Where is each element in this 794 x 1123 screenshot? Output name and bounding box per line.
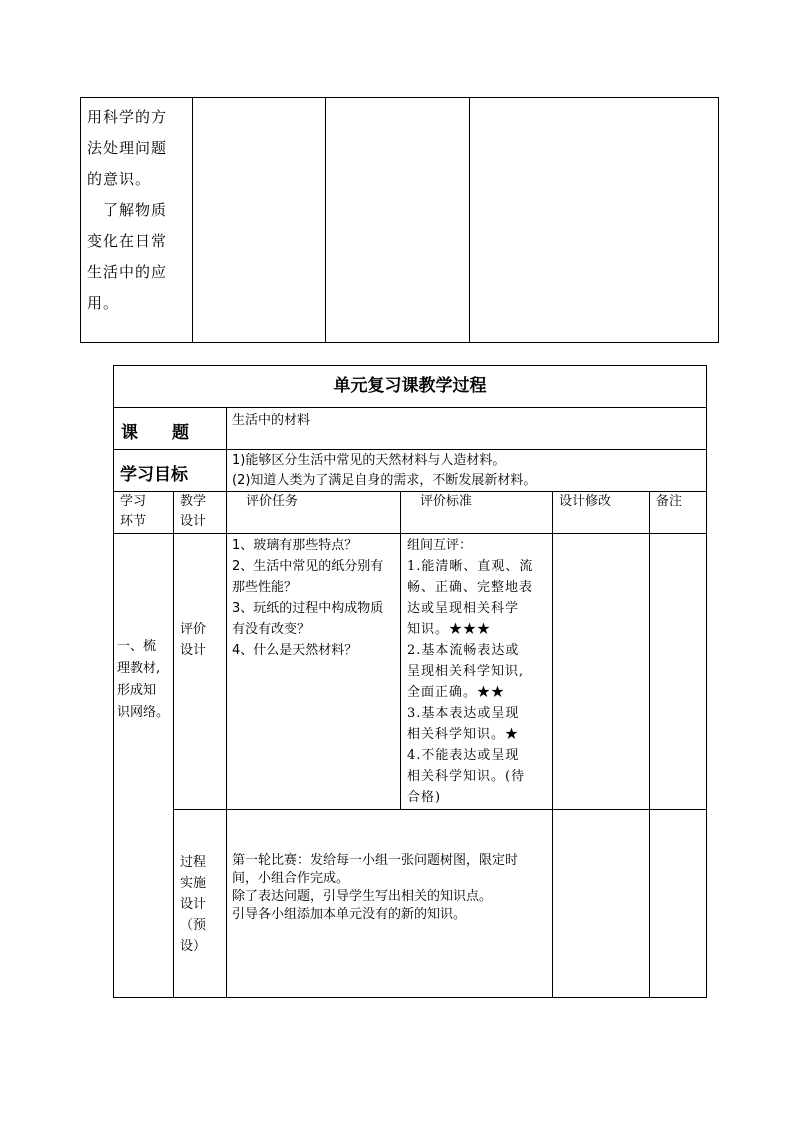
header-note: 备注 xyxy=(656,494,683,509)
main-table-col-line xyxy=(226,491,227,998)
main-table-row-line xyxy=(113,407,707,408)
standard-line: 知识。★★★ xyxy=(407,622,492,637)
main-table-col-line xyxy=(173,491,174,998)
process-label-text: （预 xyxy=(180,918,207,933)
section-1-label xyxy=(117,636,169,724)
top-table-border-right xyxy=(718,97,719,343)
process-label xyxy=(180,852,206,957)
top-table-divider-3 xyxy=(469,97,470,343)
text-line: 了解物质 xyxy=(87,201,168,219)
task-line: 那些性能？ xyxy=(232,580,298,595)
section-text: 一、梳 xyxy=(117,639,157,654)
header-text: 教学 xyxy=(180,494,207,509)
top-table-border-bottom xyxy=(80,342,719,343)
main-table-row-line xyxy=(113,449,707,450)
standard-line: 全面正确。★★ xyxy=(407,685,506,700)
process-content xyxy=(232,852,518,924)
main-table-col-line xyxy=(552,491,553,998)
standard-line: 相关科学知识。(待 xyxy=(407,769,526,784)
header-text: 设计 xyxy=(180,514,207,529)
main-table-col-line xyxy=(226,407,227,491)
standard-line: 3.基本表达或呈现 xyxy=(407,706,520,721)
text-line: 用科学的方 xyxy=(87,108,168,126)
standard-line: 达或呈现相关科学 xyxy=(407,601,520,616)
process-label-text: 过程 xyxy=(180,855,207,870)
header-design xyxy=(180,492,206,532)
task-line: 2、生活中常见的纸分别有 xyxy=(232,559,384,574)
standard-line: 2.基本流畅表达或 xyxy=(407,643,520,658)
process-line: 第一轮比赛：发给每一小组一张问题树图，限定时 xyxy=(232,853,519,868)
process-label-text: 实施 xyxy=(180,876,207,891)
section-text: 理教材, xyxy=(117,661,161,676)
main-table-border-right xyxy=(706,365,707,998)
task-line: 1、玻璃有那些特点？ xyxy=(232,538,358,553)
topic-label: 课 题 xyxy=(121,423,189,443)
task-line: 有没有改变？ xyxy=(232,622,311,637)
text-line: 变化在日常 xyxy=(87,232,168,250)
standard-line: 相关科学知识。★ xyxy=(407,727,520,742)
eval-tasks xyxy=(232,535,383,661)
process-label-text: 设） xyxy=(180,939,207,954)
header-section xyxy=(120,492,146,532)
eval-design-label xyxy=(180,619,206,661)
header-modify: 设计修改 xyxy=(559,494,612,509)
standard-line: 合格) xyxy=(407,790,442,805)
main-table-border-bottom xyxy=(113,997,707,998)
eval-standards xyxy=(407,535,533,808)
header-task: 评价任务 xyxy=(246,494,299,509)
header-text: 学习 xyxy=(120,494,147,509)
text-line: 生活中的应 xyxy=(87,263,168,281)
table-title: 单元复习课教学过程 xyxy=(333,376,487,396)
top-table-col1-text xyxy=(87,102,187,319)
top-table-divider-1 xyxy=(192,97,193,343)
eval-text: 评价 xyxy=(180,622,207,637)
process-line: 引导各小组添加本单元没有的新的知识。 xyxy=(232,907,467,922)
goal-label: 学习目标 xyxy=(120,465,188,485)
task-line: 3、玩纸的过程中构成物质 xyxy=(232,601,384,616)
header-standard: 评价标准 xyxy=(420,494,473,509)
top-table-divider-2 xyxy=(325,97,326,343)
main-table-col-line xyxy=(649,491,650,998)
text-line: 法处理问题 xyxy=(87,139,168,157)
main-table-border-left xyxy=(113,365,114,998)
process-line: 间，小组合作完成。 xyxy=(232,871,350,886)
top-table-border-top xyxy=(80,97,719,98)
goal-line-2: (2)知道人类为了满足自身的需求，不断发展新材料。 xyxy=(232,473,537,488)
standard-line: 组间互评： xyxy=(407,538,473,553)
standard-line: 呈现相关科学知识, xyxy=(407,664,525,679)
standard-line: 1.能清晰、直观、流 xyxy=(407,559,534,574)
process-line: 除了表达问题，引导学生写出相关的知识点。 xyxy=(232,889,493,904)
main-table-border-top xyxy=(113,365,707,366)
topic-value: 生活中的材料 xyxy=(232,413,311,428)
task-line: 4、什么是天然材料？ xyxy=(232,643,358,658)
top-table-border-left xyxy=(80,97,81,343)
header-text: 环节 xyxy=(120,514,147,529)
text-line: 的意识。 xyxy=(87,170,152,188)
goal-line-1: 1)能够区分生活中常见的天然材料与人造材料。 xyxy=(232,453,506,468)
main-table-row-line xyxy=(173,809,707,810)
standard-line: 4.不能表达或呈现 xyxy=(407,748,520,763)
section-text: 识网络。 xyxy=(117,705,170,720)
process-label-text: 设计 xyxy=(180,897,207,912)
main-table-row-line xyxy=(113,533,707,534)
text-line: 用。 xyxy=(87,294,120,312)
eval-text: 设计 xyxy=(180,643,207,658)
standard-line: 畅、正确、完整地表 xyxy=(407,580,534,595)
main-table-col-line xyxy=(400,491,401,810)
section-text: 形成知 xyxy=(117,683,157,698)
